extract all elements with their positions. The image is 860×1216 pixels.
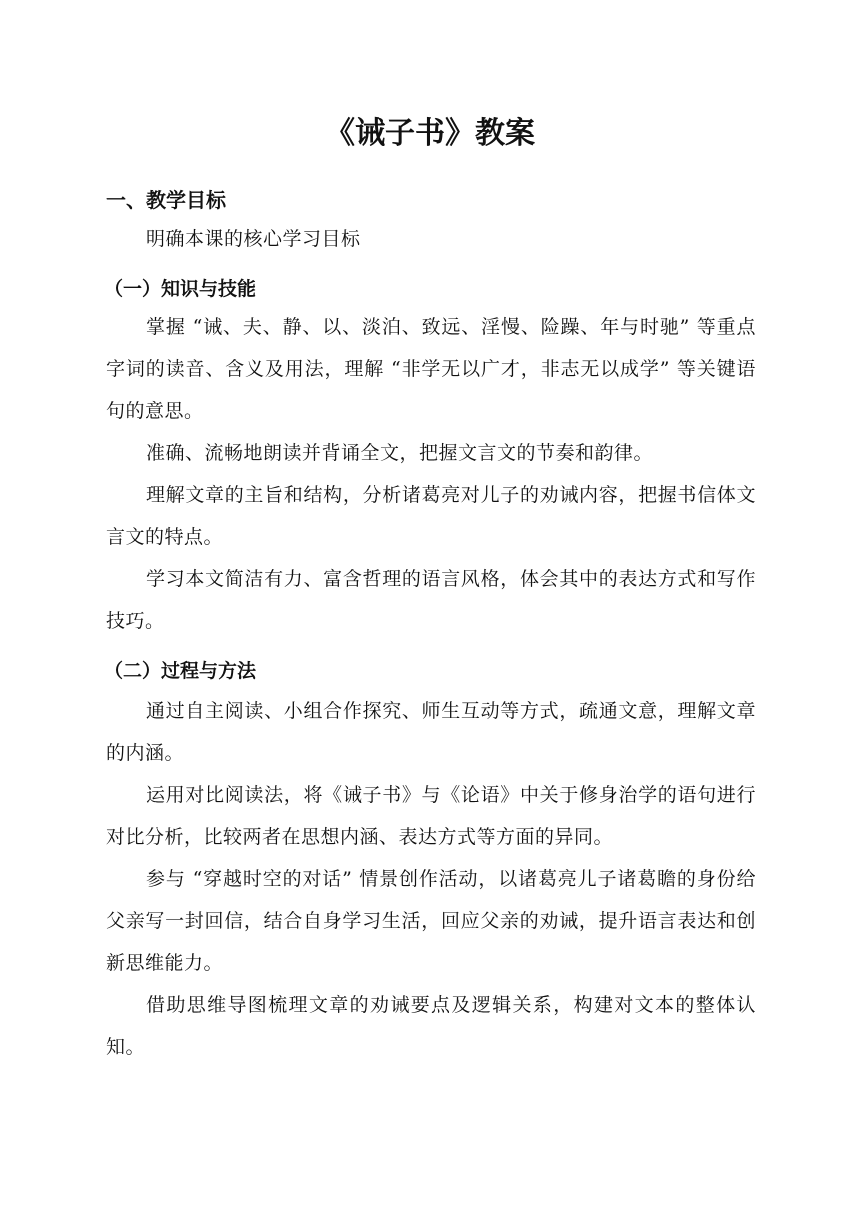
document-title: 《诫子书》教案 xyxy=(325,116,535,151)
paragraph-knowledge-4: 学习本文简洁有力、富含哲理的语言风格，体会其中的表达方式和写作技巧。 xyxy=(106,568,756,632)
paragraph-knowledge-1: 掌握 “诫、夫、静、以、淡泊、致远、淫慢、险躁、年与时驰” 等重点字词的读音、含义及用法，理解 “非学无以广才，非志无以成学” 等关键语句的意思。 xyxy=(106,316,756,422)
paragraph-process-2: 运用对比阅读法，将《诫子书》与《论语》中关于修身治学的语句进行对比分析，比较两者在思想内涵、表达方式等方面的异同。 xyxy=(106,784,756,848)
section-heading-teaching-goals: 一、教学目标 xyxy=(106,188,226,212)
paragraph-process-1: 通过自主阅读、小组合作探究、师生互动等方式，疏通文意，理解文章的内涵。 xyxy=(106,700,756,764)
subsection-heading-knowledge-skills: （一）知识与技能 xyxy=(104,278,257,300)
paragraph-process-3: 参与 “穿越时空的对话” 情景创作活动，以诸葛亮儿子诸葛瞻的身份给父亲写一封回信，结合自身学习生活，回应父亲的劝诫，提升语言表达和创新思维能力。 xyxy=(106,868,756,974)
section-note: 明确本课的核心学习目标 xyxy=(146,228,361,250)
paragraph-knowledge-3: 理解文章的主旨和结构，分析诸葛亮对儿子的劝诫内容，把握书信体文言文的特点。 xyxy=(106,484,756,548)
paragraph-process-4: 借助思维导图梳理文章的劝诫要点及逻辑关系，构建对文本的整体认知。 xyxy=(106,994,756,1058)
subsection-heading-process-methods: （二）过程与方法 xyxy=(104,660,257,682)
paragraph-knowledge-2: 准确、流畅地朗读并背诵全文，把握文言文的节奏和韵律。 xyxy=(146,442,654,464)
